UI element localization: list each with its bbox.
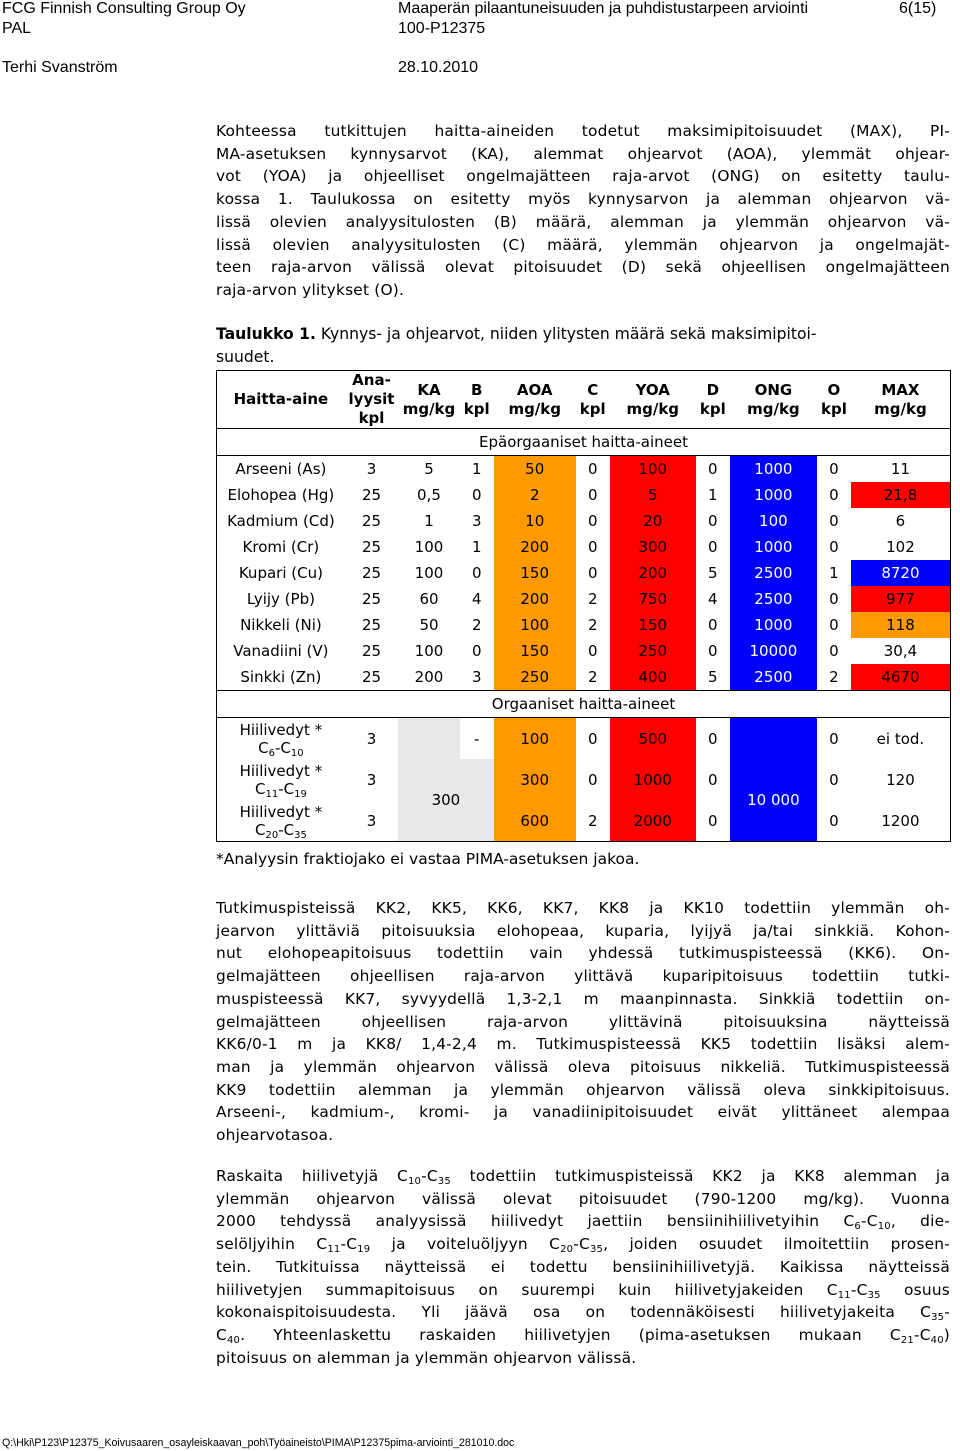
text-line bbox=[216, 1324, 950, 1347]
aoa-cell: 200 bbox=[494, 534, 576, 560]
max-cell: 120 bbox=[886, 770, 915, 789]
aoa-cell: 600 bbox=[494, 800, 576, 842]
ong-cell: 10000 bbox=[730, 638, 817, 664]
analyses-cell: 25 bbox=[361, 616, 382, 634]
table-caption bbox=[216, 323, 956, 368]
d-cell: 0 bbox=[708, 642, 718, 660]
col-aoa-l1: AOA bbox=[516, 380, 553, 399]
analyses-cell: 25 bbox=[361, 512, 382, 530]
b-cell: 4 bbox=[471, 590, 482, 608]
section-row-organic bbox=[217, 691, 951, 718]
sub: 6 bbox=[268, 747, 276, 759]
name-formula bbox=[217, 739, 345, 757]
ong-cell: 1000 bbox=[730, 482, 817, 508]
max-cell: 102 bbox=[886, 538, 915, 556]
text-line bbox=[216, 1210, 950, 1233]
table-row bbox=[217, 800, 951, 842]
table-row bbox=[217, 638, 951, 664]
col-ka bbox=[398, 371, 460, 429]
o-cell: 0 bbox=[829, 770, 839, 789]
d-cell: 0 bbox=[708, 538, 718, 556]
inorganic-rows bbox=[217, 456, 951, 691]
sub: 35 bbox=[437, 1176, 451, 1187]
b-cell: 0 bbox=[471, 642, 482, 660]
ka-cell: 60 bbox=[419, 590, 439, 608]
text-line: KK9 todettiin alemman ja ylemmän ohjearvon välissä oleva sinkkipitoisuus. bbox=[216, 1080, 950, 1099]
yoa-cell: 250 bbox=[610, 638, 696, 664]
max-cell: 977 bbox=[851, 586, 951, 612]
analyses-cell: 25 bbox=[361, 642, 382, 660]
table-row bbox=[217, 456, 951, 483]
col-c-l2: kpl bbox=[579, 399, 606, 418]
col-aoa-l2: mg/kg bbox=[508, 399, 561, 418]
aoa-cell: 300 bbox=[494, 759, 576, 800]
max-cell: 8720 bbox=[851, 560, 951, 586]
t: -C bbox=[913, 1325, 931, 1344]
sub: 11 bbox=[837, 1289, 851, 1301]
analyses-cell: 3 bbox=[366, 460, 377, 478]
b-cell: 1 bbox=[471, 538, 482, 556]
d-cell: 1 bbox=[708, 486, 718, 504]
yoa-cell: 750 bbox=[610, 586, 696, 612]
text-line bbox=[216, 1233, 950, 1256]
substance-cell: Kromi (Cr) bbox=[242, 538, 320, 556]
t: kokonaispitoisuudesta. Yli jäävä osa on todennäköisesti hiilivetyjakeita C bbox=[216, 1303, 932, 1322]
ong-cell: 100 bbox=[730, 508, 817, 534]
col-c-l1: C bbox=[587, 380, 599, 399]
ka-cell: 100 bbox=[414, 564, 444, 582]
sub: 21 bbox=[900, 1334, 914, 1346]
col-o-l2: kpl bbox=[821, 399, 847, 418]
aoa-cell: 250 bbox=[494, 664, 576, 691]
yoa-cell: 150 bbox=[610, 612, 696, 638]
ka-cell: 200 bbox=[414, 668, 444, 686]
text-line: gelmajätteen ohjeellisen raja-arvon ylittävä kuparipitoisuus todettiin tutki- bbox=[216, 967, 950, 986]
yoa-cell: 200 bbox=[610, 560, 696, 586]
table-header-row bbox=[217, 371, 951, 429]
ong-cell: 10 000 bbox=[730, 759, 817, 842]
c-cell: 0 bbox=[587, 729, 598, 748]
max-cell: ei tod. bbox=[876, 729, 925, 748]
max-cell: 118 bbox=[851, 612, 951, 638]
aoa-cell: 150 bbox=[494, 638, 576, 664]
aoa-cell: 2 bbox=[494, 482, 576, 508]
text-line: KK6/0-1 m ja KK8/ 1,4-2,4 m. Tutkimuspisteessä KK5 todettiin lisäksi alem- bbox=[216, 1035, 950, 1054]
col-o-l1: O bbox=[827, 380, 841, 399]
text-line: man ja ylemmän ohjearvon välissä oleva pitoisuus nikkeliä. Tutkimuspisteessä bbox=[216, 1057, 950, 1076]
c-cell: 2 bbox=[587, 616, 598, 634]
sub: 10 bbox=[407, 1176, 422, 1187]
caption-label: Taulukko 1. bbox=[216, 325, 316, 343]
col-ong-l1: ONG bbox=[754, 380, 793, 399]
substance-cell: Lyijy (Pb) bbox=[246, 590, 315, 608]
analyses-cell: 3 bbox=[366, 729, 377, 748]
yoa-cell: 500 bbox=[610, 718, 696, 760]
table-row bbox=[217, 508, 951, 534]
substance-cell bbox=[217, 718, 345, 760]
sub: 35 bbox=[589, 1244, 604, 1256]
text-line: MA-asetuksen kynnysarvot (KA), alemmat ohjearvot (AOA), ylemmät ohjear- bbox=[216, 144, 950, 163]
text-line: pitoisuus on alemman ja ylemmän ohjearvon välissä. bbox=[216, 1348, 637, 1367]
c-cell: 0 bbox=[587, 642, 598, 660]
c-cell: 2 bbox=[587, 590, 598, 608]
o-cell: 0 bbox=[829, 642, 839, 660]
section-title: Orgaaniset haitta-aineet bbox=[217, 691, 951, 718]
substance-cell: Elohopea (Hg) bbox=[227, 486, 335, 504]
organic-rows bbox=[217, 718, 951, 842]
t: C bbox=[258, 738, 269, 757]
b-cell: 3 bbox=[471, 668, 482, 686]
yoa-cell: 1000 bbox=[610, 759, 696, 800]
header-doc-title: Maaperän pilaantuneisuuden ja puhdistustarpeen arviointi bbox=[398, 0, 809, 17]
o-cell: 0 bbox=[829, 538, 839, 556]
col-d-l2: kpl bbox=[699, 399, 726, 418]
col-ka-l2: mg/kg bbox=[402, 399, 456, 418]
analyses-cell: 25 bbox=[361, 564, 382, 582]
text-line: Arseeni-, kadmium-, kromi- ja vanadiinipitoisuudet eivät ylittäneet alempaa bbox=[216, 1103, 950, 1122]
c-cell: 2 bbox=[587, 811, 598, 830]
text-line: gelmajätteen ohjeellisen raja-arvon ylittävinä pitoisuuksina näytteissä bbox=[216, 1012, 950, 1031]
d-cell: 0 bbox=[708, 770, 718, 789]
substance-cell: Nikkeli (Ni) bbox=[240, 616, 322, 634]
c-cell: 0 bbox=[587, 486, 598, 504]
col-analyses-l1: Ana- bbox=[352, 371, 391, 389]
header-dept: PAL bbox=[2, 20, 32, 37]
d-cell: 0 bbox=[708, 460, 718, 478]
yoa-cell: 300 bbox=[610, 534, 696, 560]
d-cell: 5 bbox=[708, 668, 718, 686]
o-cell: 0 bbox=[829, 590, 839, 608]
t: -C bbox=[850, 1280, 868, 1299]
substance-cell: Kadmium (Cd) bbox=[227, 512, 335, 530]
table-row bbox=[217, 482, 951, 508]
t: -C bbox=[573, 1235, 590, 1254]
col-d-l1: D bbox=[706, 380, 720, 399]
analyses-cell: 25 bbox=[361, 590, 382, 608]
t: C bbox=[254, 779, 266, 798]
b-cell: 2 bbox=[471, 616, 482, 634]
ka-cell: 50 bbox=[419, 616, 439, 634]
substance-cell bbox=[217, 759, 345, 800]
caption-text-1: Kynnys- ja ohjearvot, niiden ylitysten määrä sekä maksimipitoi- bbox=[320, 325, 817, 343]
analyses-cell: 3 bbox=[366, 811, 377, 830]
table-row bbox=[217, 534, 951, 560]
max-cell: 6 bbox=[895, 512, 906, 530]
sub: 20 bbox=[265, 829, 279, 841]
sub: 35 bbox=[294, 829, 307, 841]
t: todettiin tutkimuspisteissä KK2 ja KK8 alemman ja bbox=[450, 1167, 950, 1185]
header-author: Terhi Svanström bbox=[2, 59, 118, 76]
text-line: Kohteessa tutkittujen haitta-aineiden todetut maksimipitoisuudet (MAX), PI- bbox=[216, 122, 950, 140]
sub: 40 bbox=[930, 1334, 944, 1346]
yoa-cell: 100 bbox=[610, 456, 696, 483]
sub: 20 bbox=[560, 1244, 574, 1256]
d-cell: 4 bbox=[708, 590, 718, 608]
ong-cell bbox=[730, 718, 817, 760]
t: Raskaita hiilivetyjä C bbox=[216, 1167, 408, 1185]
ong-cell: 2500 bbox=[730, 664, 817, 691]
t: -C bbox=[340, 1235, 358, 1254]
yoa-cell: 20 bbox=[610, 508, 696, 534]
col-ka-l1: KA bbox=[417, 380, 441, 399]
aoa-cell: 200 bbox=[494, 586, 576, 612]
ong-cell: 1000 bbox=[730, 534, 817, 560]
text-line: Tutkimuspisteissä KK2, KK5, KK6, KK7, KK8 ja KK10 todettiin ylemmän oh- bbox=[216, 899, 950, 917]
b-cell: 3 bbox=[471, 512, 482, 530]
ka-cell bbox=[398, 718, 460, 760]
header-page: 6(15) bbox=[899, 0, 937, 17]
yoa-cell: 5 bbox=[610, 482, 696, 508]
table-row bbox=[217, 586, 951, 612]
col-d bbox=[696, 371, 730, 429]
ong-cell: 2500 bbox=[730, 560, 817, 586]
t: osuus bbox=[880, 1280, 950, 1299]
sub: 11 bbox=[265, 788, 279, 800]
o-cell: 0 bbox=[829, 486, 839, 504]
c-cell: 0 bbox=[587, 538, 598, 556]
analyses-cell: 25 bbox=[361, 538, 382, 556]
col-yoa-l2: mg/kg bbox=[626, 399, 680, 418]
col-substance: Haitta-aine bbox=[217, 371, 345, 429]
col-analyses-l2: lyysit bbox=[348, 390, 395, 408]
section-title: Epäorgaaniset haitta-aineet bbox=[217, 429, 951, 456]
sub: 11 bbox=[327, 1244, 341, 1256]
yoa-cell: 400 bbox=[610, 664, 696, 691]
c-cell: 0 bbox=[587, 460, 598, 478]
d-cell: 0 bbox=[708, 729, 718, 748]
aoa-cell: 10 bbox=[494, 508, 576, 534]
aoa-cell: 150 bbox=[494, 560, 576, 586]
t: - bbox=[944, 1303, 950, 1322]
text-line: raja-arvon ylitykset (O). bbox=[216, 280, 405, 299]
o-cell: 0 bbox=[829, 512, 839, 530]
intro-paragraph bbox=[216, 120, 950, 302]
o-cell: 0 bbox=[829, 460, 839, 478]
max-cell: 4670 bbox=[851, 664, 951, 691]
table-row bbox=[217, 759, 951, 800]
col-aoa bbox=[494, 371, 576, 429]
t: . Yhteenlaskettu raskaiden hiilivetyjen (pima-asetuksen mukaan C bbox=[240, 1325, 901, 1344]
col-c bbox=[576, 371, 610, 429]
o-cell: 0 bbox=[829, 729, 839, 748]
name-line: Hiilivedyt * bbox=[239, 720, 323, 739]
name-formula bbox=[217, 821, 345, 839]
analyses-cell: 25 bbox=[361, 486, 382, 504]
paragraph-2 bbox=[216, 897, 950, 1147]
sub: 19 bbox=[357, 1244, 371, 1256]
sub: 40 bbox=[226, 1334, 241, 1346]
results-table bbox=[216, 370, 951, 842]
col-b-l1: B bbox=[471, 380, 483, 399]
text-line: tein. Tutkituissa näytteissä ei todettu bensiinihiilivetyjä. Kaikissa näytteissä bbox=[216, 1257, 950, 1276]
col-analyses-l3: kpl bbox=[358, 409, 385, 427]
col-analyses bbox=[345, 371, 398, 429]
max-cell: 21,8 bbox=[851, 482, 951, 508]
text-line: jearvon ylittäviä pitoisuuksia elohopeaa, kuparia, lyijyä ja/tai sinkkiä. Kohon- bbox=[216, 921, 950, 940]
name-line: Hiilivedyt * bbox=[239, 761, 323, 780]
yoa-cell: 2000 bbox=[610, 800, 696, 842]
t: -C bbox=[421, 1167, 438, 1185]
text-line bbox=[216, 1165, 950, 1188]
substance-cell: Vanadiini (V) bbox=[233, 642, 329, 660]
substance-cell bbox=[217, 800, 345, 842]
header-doc-number: 100-P12375 bbox=[398, 20, 486, 37]
d-cell: 0 bbox=[708, 616, 718, 634]
sub: 10 bbox=[877, 1221, 891, 1233]
table-row bbox=[217, 612, 951, 638]
substance-cell: Sinkki (Zn) bbox=[240, 668, 322, 686]
text-line: vot (YOA) ja ohjeelliset ongelmajätteen raja-arvot (ONG) on esitetty taulu- bbox=[216, 167, 950, 186]
o-cell: 2 bbox=[829, 668, 839, 686]
paragraph-3 bbox=[216, 1165, 950, 1369]
b-cell: 0 bbox=[471, 564, 482, 582]
max-cell: 1200 bbox=[881, 811, 920, 830]
text-line: muspisteessä KK7, syvyydellä 1,3-2,1 m maanpinnasta. Sinkkiä todettiin on- bbox=[216, 989, 950, 1008]
t: 2000 tehdyssä analyysissä hiilivedyt jaettiin bensiinihiilivetyihin C bbox=[216, 1212, 855, 1231]
c-cell: 2 bbox=[587, 668, 598, 686]
b-cell: 1 bbox=[471, 460, 482, 478]
t: -C bbox=[278, 820, 295, 839]
col-ong bbox=[730, 371, 817, 429]
text-line bbox=[216, 1279, 950, 1302]
col-max bbox=[851, 371, 951, 429]
aoa-cell: 100 bbox=[494, 612, 576, 638]
ka-cell: 300 bbox=[398, 759, 493, 842]
c-cell: 0 bbox=[587, 770, 598, 789]
t: ja voiteluöljyyn C bbox=[370, 1235, 561, 1254]
name-formula bbox=[217, 780, 345, 798]
name-line: Hiilivedyt * bbox=[239, 802, 323, 821]
d-cell: 0 bbox=[708, 512, 718, 530]
sub: 6 bbox=[854, 1221, 861, 1233]
t: , die- bbox=[890, 1212, 950, 1231]
col-o bbox=[817, 371, 851, 429]
col-yoa-l1: YOA bbox=[635, 380, 670, 399]
ka-cell: 0,5 bbox=[417, 486, 441, 504]
col-max-l2: mg/kg bbox=[874, 399, 927, 418]
t: -C bbox=[278, 779, 295, 798]
text-line: ylemmän ohjearvon välissä olevat pitoisuudet (790-1200 mg/kg). Vuonna bbox=[216, 1189, 950, 1208]
max-cell: 30,4 bbox=[883, 642, 918, 660]
sub: 19 bbox=[294, 788, 307, 800]
aoa-cell: 100 bbox=[494, 718, 576, 760]
o-cell: 1 bbox=[829, 564, 839, 582]
text-line: teen raja-arvon välissä olevat pitoisuudet (D) sekä ohjeellisen ongelmajätteen bbox=[216, 258, 950, 277]
text-line: lissä olevien analyysitulosten (B) määrä, alemman ja ylemmän ohjearvon vä- bbox=[216, 212, 950, 231]
o-cell: 0 bbox=[829, 811, 839, 830]
d-cell: 0 bbox=[708, 811, 718, 830]
aoa-cell: 50 bbox=[494, 456, 576, 483]
table-row bbox=[217, 718, 951, 760]
t: ) bbox=[943, 1325, 950, 1344]
header-date: 28.10.2010 bbox=[398, 59, 479, 76]
sub: 35 bbox=[867, 1289, 881, 1301]
t: selöljyihin C bbox=[216, 1235, 328, 1254]
text-line: nut elohopeapitoisuus todettiin vain yhdessä tutkimuspisteessä (KK6). On- bbox=[216, 944, 950, 963]
t: C bbox=[254, 820, 266, 839]
d-cell: 5 bbox=[708, 564, 718, 582]
analyses-cell: 25 bbox=[361, 668, 382, 686]
b-cell: 0 bbox=[471, 486, 482, 504]
t: -C bbox=[275, 738, 291, 757]
max-cell: 11 bbox=[890, 460, 910, 478]
footer-file-path: Q:\Hki\P123\P12375_Koivusaaren_osayleiskaavan_poh\Työaineisto\PIMA\P12375pima-arviointi_281010.doc bbox=[2, 1437, 515, 1449]
ka-cell: 100 bbox=[414, 538, 444, 556]
sub: 10 bbox=[290, 747, 304, 759]
col-b bbox=[460, 371, 494, 429]
t: , joiden osuudet ilmoitettiin prosen- bbox=[603, 1235, 950, 1254]
o-cell: 0 bbox=[829, 616, 839, 634]
table-row bbox=[217, 664, 951, 691]
text-line: lissä olevien analyysitulosten (C) määrä, ylemmän ohjearvon ja ongelmajät- bbox=[216, 235, 950, 254]
t: hiilivetyjen summapitoisuus on suurempi kuin hiilivetyjakeiden C bbox=[216, 1280, 838, 1299]
col-b-l2: kpl bbox=[463, 399, 490, 418]
ka-cell: 1 bbox=[424, 512, 434, 530]
b-cell: - bbox=[474, 729, 480, 748]
col-ong-l2: mg/kg bbox=[747, 399, 800, 418]
substance-cell: Kupari (Cu) bbox=[238, 564, 323, 582]
col-max-l1: MAX bbox=[881, 380, 920, 399]
analyses-cell: 3 bbox=[366, 770, 377, 789]
ka-cell: 5 bbox=[424, 460, 434, 478]
substance-cell: Arseeni (As) bbox=[235, 460, 327, 478]
table-footnote: *Analyysin fraktiojako ei vastaa PIMA-asetuksen jakoa. bbox=[216, 850, 640, 868]
ong-cell: 2500 bbox=[730, 586, 817, 612]
table-row bbox=[217, 560, 951, 586]
ong-cell: 1000 bbox=[730, 612, 817, 638]
col-yoa bbox=[610, 371, 696, 429]
text-line: kossa 1. Taulukossa on esitetty myös kynnysarvon ja alemman ohjearvon vä- bbox=[216, 190, 950, 209]
t: C bbox=[216, 1325, 227, 1344]
ka-cell: 100 bbox=[414, 642, 444, 660]
header-company: FCG Finnish Consulting Group Oy bbox=[2, 0, 246, 17]
text-line: ohjearvotasoa. bbox=[216, 1126, 334, 1145]
caption-text-2: suudet. bbox=[216, 347, 275, 366]
sub: 35 bbox=[931, 1312, 945, 1324]
c-cell: 0 bbox=[587, 512, 598, 530]
t: -C bbox=[860, 1212, 878, 1231]
c-cell: 0 bbox=[587, 564, 598, 582]
text-line bbox=[216, 1301, 950, 1324]
ong-cell: 1000 bbox=[730, 456, 817, 483]
results-table-wrap bbox=[216, 370, 951, 850]
section-row-inorganic bbox=[217, 429, 951, 456]
